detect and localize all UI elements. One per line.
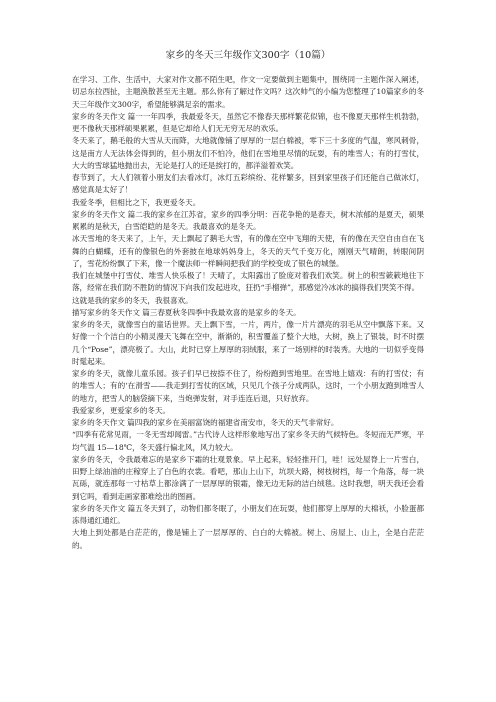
paragraph: 描写家乡的冬天作文 篇三春夏秋冬四季中我最欢喜的是家乡的冬天。 <box>72 307 301 317</box>
paragraph: 春节到了，大人们领着小朋友们去看冰灯，冰灯五彩缤纷、花样繁多，回到家里孩子们还能自己做冰灯，感觉真是太好了！ <box>72 173 424 195</box>
paragraph: 我爱冬季，但相比之下，我更爱冬天。 <box>72 197 201 207</box>
paragraph: 家乡的冬天作文 篇二我的家乡在江苏省，家乡的四季分明：百花争艳的是春天，树木浓郁的是夏天，硕果累累的是秋天，白雪皑皑的是冬天。我最喜欢的是冬天。 <box>72 209 424 231</box>
paragraph: 大地上到处都是白茫茫的，像是铺上了一层厚厚的、白白的大棉被。树上、房屋上、山上，全是白茫茫的。 <box>72 528 424 550</box>
document-page <box>72 50 424 552</box>
document-body <box>72 74 424 552</box>
paragraph: 家乡的冬天，就像雪白的童话世界。天上飘下雪，一片，两片，像一片片漂亮的羽毛从空中飘落下来。又好像一个个洁白的小精灵漫天飞舞在空中，渐渐的，积雪覆盖了整个大地，大树，换上了银装，时不时摆几个“Pose”，漂亮极了。大山，此时已穿上厚厚的羽绒服，来了一场别样的时装秀。大地的一切似乎变得时髦起来。 <box>72 320 424 366</box>
paragraph: 这就是我的家乡的冬天，我很喜欢。 <box>72 295 193 305</box>
paragraph: 我们在城堡中打雪仗、堆雪人快乐极了！天晴了，太阳露出了脸庞对着我们欢笑。树上的积雪簌簌地往下落，经常在我们防不胜防的情况下向我们发起进攻，狂扔“手榴弹”，那感觉冷冰冰的搞得我们哭笑不得。 <box>72 271 424 293</box>
paragraph: “四季有花常见雨，一冬无雪却闻雷。”古代诗人这样形象地写出了家乡冬天的气候特色。冬短而无严寒，平均气温 15—18℃，冬天盛行偏北风，风力较大。 <box>72 430 424 452</box>
document-title: 家乡的冬天三年级作文300字（10篇） <box>165 50 331 61</box>
paragraph: 家乡的冬天，令我最难忘的是家乡下霜的壮观景象。早上起来，轻轻推开门，哇！远处屋脊上一片雪白，田野上绿油油的庄稼穿上了白色的衣裳。看吧，那山上山下，坑坝大路，树枝树档，每一个角落，每一块瓦砾，就连那每一寸枯草上都涂满了一层厚厚的银霜，像无边无际的洁白绒毯。这时我想，明天我还会看到它吗，看到走画家都难绘出的图画。 <box>72 454 424 501</box>
paragraph: 家乡的冬天作文 篇一一年四季，我最爱冬天，虽然它不像春天那样繁花似锦，也不像夏天那样生机勃勃，更不像秋天那样硕果累累，但是它却给人们无无穷无尽的欢乐。 <box>72 111 424 133</box>
paragraph: 在学习、工作、生活中，大家对作文都不陌生吧，作文一定要做到主题集中，围绕同一主题作深入阐述，切忌东拉西扯，主题涣散甚至无主题。那么你有了解过作文吗？这次帅气的小编为您整理了10篇家乡的冬天三年级作文300字，希望能够满足亲的需求。 <box>72 75 424 109</box>
paragraph: 冰天雪地的冬天来了，上午，天上飘起了鹅毛大雪，有的像在空中飞翔的天使，有的像在天空自由自在飞舞的白蝴蝶，还有的像银色的外套披在地球妈妈身上，冬天的天气千变万化，刚刚天气晴朗，转眼间阴了，雪花纷纷飘了下来，像一个魔法师一样瞬间把我们的学校变成了银色的城堡。 <box>72 234 424 268</box>
paragraph: 家乡的冬天作文 篇五冬天到了，动物们都冬眠了，小朋友们在玩耍，他们都穿上厚厚的大棉袄，小脸蛋都冻得通红通红。 <box>72 503 424 525</box>
paragraph: 家乡的冬天作文 篇四我的家乡在美丽富饶的福建省南安市，冬天的天气非常好。 <box>72 418 339 427</box>
paragraph: 家乡的冬天，就像儿童乐园。孩子们早已按捺不住了，纷纷跑到雪地里。在雪地上嬉戏：有的打雪仗；有的堆雪人；有的‘在滑雪——我走到打雪仗的区域，只见几个孩子分成两队，这时，一个小朋友跑到堆雪人的地方，把雪人的脑袋摘下来，当炮弹发射，对手连连后退，只好放弃。 <box>72 369 424 403</box>
paragraph: 我爱家乡，更爱家乡的冬天。 <box>72 405 171 415</box>
paragraph: 冬天来了，鹅毛般的大雪从天而降，大地就像铺了厚厚的一层白棉被，零下三十多度的气温，寒风刺骨，这是南方人无法体会得到的，但小朋友们不怕冷，他们在雪地里尽情的玩耍，有的堆雪人；有的打雪仗，大大的雪球猛地抛出去，无论是打人的还是挨打的，都洋溢着欢笑。 <box>72 136 424 170</box>
